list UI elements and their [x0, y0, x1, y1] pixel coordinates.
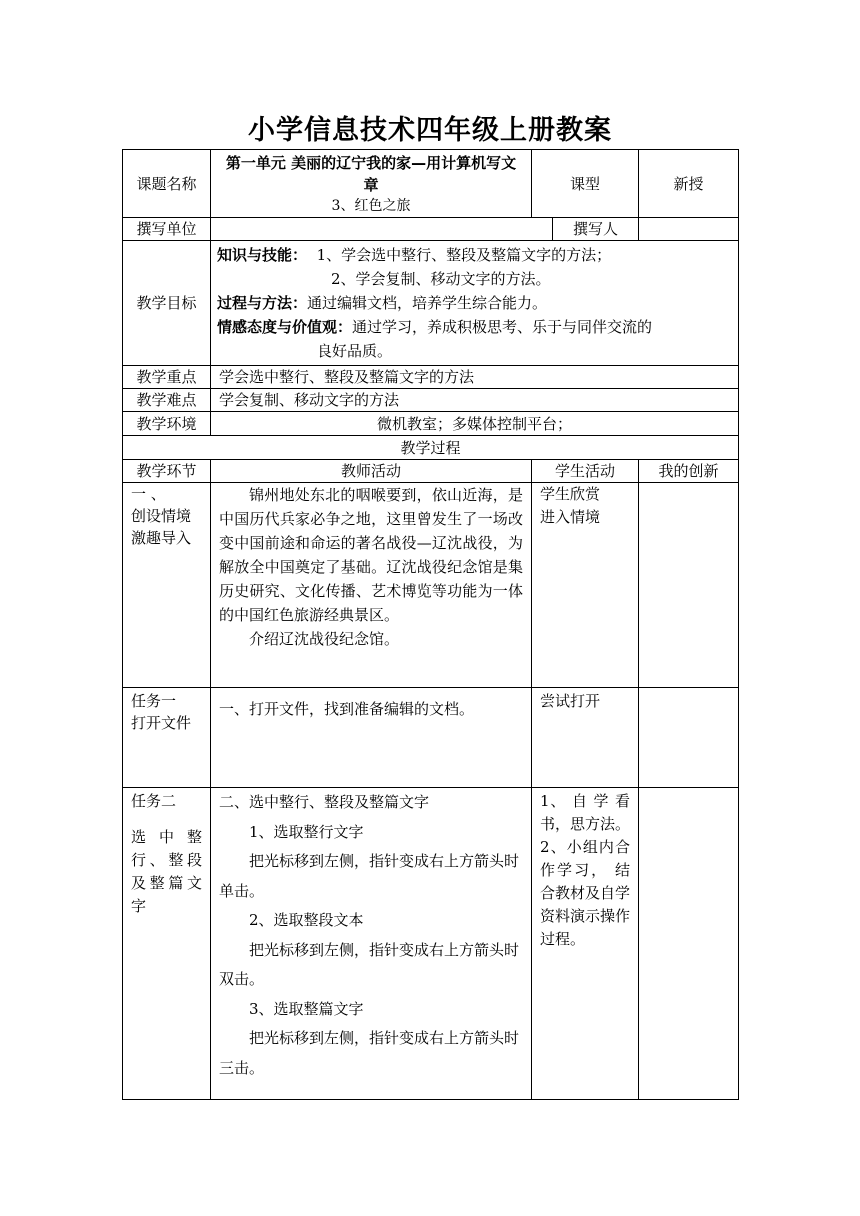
- table-row: [123, 788, 739, 1100]
- goals-label: 教学目标: [123, 241, 211, 366]
- type-label: 课型: [532, 150, 639, 218]
- author-value: [639, 218, 739, 241]
- key-point-value: 学会选中整行、整段及整篇文字的方法: [211, 366, 739, 389]
- table-row: [123, 483, 739, 688]
- skills-label: 知识与技能：: [217, 246, 308, 264]
- type-value: 新授: [639, 150, 739, 218]
- process-text: 通过编辑文档，培养学生综合能力。: [307, 294, 548, 312]
- unit-title: 第一单元 美丽的辽宁我的家—用计算机写文章: [225, 153, 517, 194]
- difficulty-row: [123, 389, 739, 412]
- teacher-cell: [211, 688, 532, 788]
- teacher-paragraph: 把光标移到左侧，指针变成右上方箭头时双击。: [219, 940, 520, 988]
- table-row: [123, 688, 739, 788]
- org-value: [211, 218, 553, 241]
- column-header-teacher: 教师活动: [211, 460, 532, 483]
- student-line: 2、小组内合作学习， 结合教材及自学资料演示操作过程。: [540, 838, 631, 948]
- stage-line: 任务二: [131, 792, 177, 810]
- innovation-cell: [639, 688, 739, 788]
- teacher-paragraph: 3、选取整篇文字: [249, 999, 364, 1018]
- difficulty-label: 教学难点: [123, 389, 211, 412]
- emotion-text-2: 良好品质。: [317, 342, 393, 360]
- emotion-label: 情感态度与价值观：: [217, 318, 353, 336]
- lesson-title: 3、红色之旅: [331, 197, 411, 214]
- column-header-student: 学生活动: [532, 460, 639, 483]
- org-label: 撰写单位: [123, 218, 211, 241]
- student-line: 尝试打开: [540, 692, 601, 710]
- stage-line: 任务一: [131, 692, 177, 710]
- stage-line: 激趣导入: [131, 529, 192, 547]
- process-label: 过程与方法：: [217, 294, 308, 312]
- org-row: [123, 218, 739, 241]
- stage-line: 选 中 整 行、整段及整篇文字: [131, 828, 202, 915]
- stage-line: 一 、: [131, 485, 166, 503]
- student-cell: [532, 483, 639, 688]
- innovation-cell: [639, 483, 739, 688]
- environment-row: [123, 412, 739, 436]
- skills-item-2: 2、学会复制、移动文字的方法。: [331, 270, 551, 288]
- emotion-text: 通过学习，养成积极思考、乐于与同伴交流的: [352, 318, 653, 336]
- student-cell: [532, 788, 639, 1100]
- stage-cell: [123, 483, 211, 688]
- teacher-paragraph: 锦州地处东北的咽喉要到，依山近海，是中国历代兵家必争之地，这里曾发生了一场改变中国前途和命运的著名战役—辽沈战役，为解放全中国奠定了基础。辽沈战役纪念馆是集历史研究、文化传播、艺术博览等功能为一体的中国红色旅游经典景区。: [219, 486, 523, 624]
- topic-label: 课题名称: [123, 150, 211, 218]
- process-heading: 教学过程: [123, 436, 739, 460]
- student-line: 学生欣赏: [540, 485, 601, 503]
- goals-row: [123, 241, 739, 366]
- teacher-paragraph: 介绍辽沈战役纪念馆。: [249, 630, 400, 648]
- process-heading-row: [123, 436, 739, 460]
- teacher-paragraph: 把光标移到左侧，指针变成右上方箭头时单击。: [219, 852, 520, 900]
- teacher-paragraph: 把光标移到左侧，指针变成右上方箭头时三击。: [219, 1029, 520, 1077]
- author-label: 撰写人: [553, 218, 639, 241]
- stage-cell: [123, 688, 211, 788]
- skills-item-1: 1、学会选中整行、整段及整篇文字的方法；: [316, 246, 612, 264]
- stage-line: 创设情境: [131, 507, 192, 525]
- teacher-paragraph: 二、选中整行、整段及整篇文字: [219, 793, 430, 811]
- teacher-paragraph: 2、选取整段文本: [249, 911, 364, 929]
- environment-value: 微机教室；多媒体控制平台；: [211, 412, 739, 436]
- stage-line: 打开文件: [131, 714, 192, 732]
- page-title: 小学信息技术四年级上册教案: [248, 115, 612, 146]
- teacher-paragraph: 1、选取整行文字: [249, 822, 364, 841]
- goals-content: [211, 241, 739, 366]
- lesson-plan-table: [122, 149, 739, 1100]
- teacher-cell: [211, 483, 532, 688]
- difficulty-value: 学会复制、移动文字的方法: [211, 389, 739, 412]
- student-line: 1、 自 学 看书，思方法。: [540, 792, 631, 833]
- column-header-stage: 教学环节: [123, 460, 211, 483]
- student-cell: [532, 688, 639, 788]
- student-line: 进入情境: [540, 508, 601, 526]
- key-point-label: 教学重点: [123, 366, 211, 389]
- teacher-cell: [211, 788, 532, 1100]
- teacher-paragraph: 一、打开文件，找到准备编辑的文档。: [219, 700, 475, 718]
- environment-label: 教学环境: [123, 412, 211, 436]
- key-point-row: [123, 366, 739, 389]
- column-header-row: [123, 460, 739, 483]
- innovation-cell: [639, 788, 739, 1100]
- topic-row: [123, 150, 739, 218]
- topic-cell: [211, 150, 532, 218]
- stage-cell: [123, 788, 211, 1100]
- column-header-innovation: 我的创新: [639, 460, 739, 483]
